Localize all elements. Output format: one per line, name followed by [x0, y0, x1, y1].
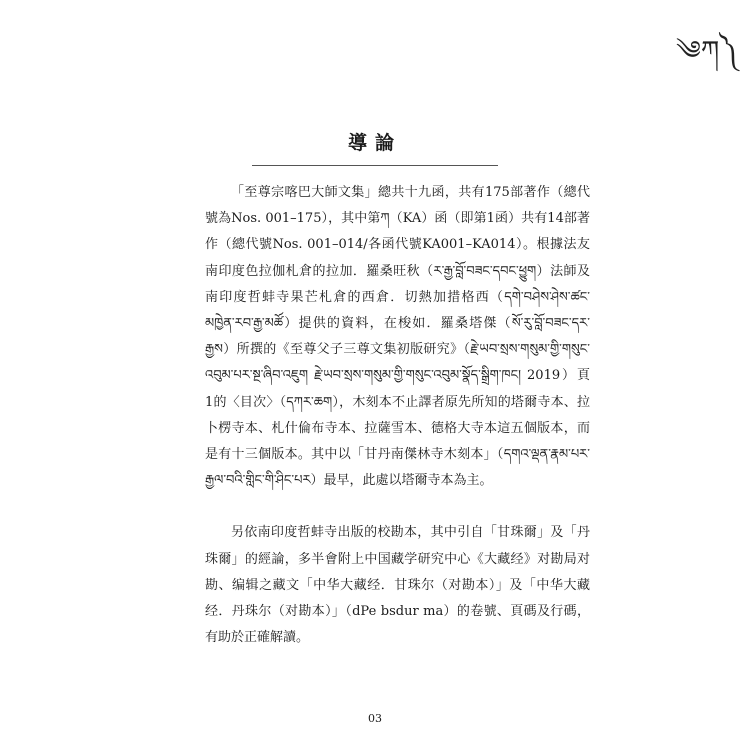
paragraph-1: 「至尊宗喀巴大師文集」總共十九函，共有175部著作（總代號為Nos. 001–175），其中第ཀ（KA）函（即第1函）共有14部著作（總代號Nos. 001–014/各函代號KA001–KA014）。根據法友南印度色拉伽札倉的拉加．羅桑旺秋（ར་རྒྱ་བློ་བཟང་དབང་ཕྱུག）法師及南印度哲蚌寺果芒札倉的西倉．切熱加措格西（དགེ་བཤེས་ཤེས་ཚང་མཁྱེན་རབ་རྒྱ་མཚོ）提供的資料，在梭如．羅桑塔傑（སོ་རུ་བློ་བཟང་དར་རྒྱས）所撰的《至尊父子三尊文集初版研究》（རྗེ་ཡབ་སྲས་གསུམ་གྱི་གསུང་འབུམ་པར་སྔ་ཞིབ་འཇུག རྗེ་ཡབ་སྲས་གསུམ་གྱི་གསུང་འབུམ་སྣོད་སྒྲིག་ཁང། 2019）頁1的〈目次〉（དཀར་ཆག），木刻本不止譯者原先所知的塔爾寺本、拉卜楞寺本、札什倫布寺本、拉薩雪本、德格大寺本這五個版本，而是有十三個版本。其中以「甘丹南傑林寺木刻本」（དགའ་ལྡན་རྣམ་པར་རྒྱལ་བའི་གླིང་གི་ཤིང་པར）最早，此處以塔爾寺本為主。	[205, 185, 590, 489]
page-title: 導論	[347, 132, 402, 154]
title-underline	[252, 165, 498, 166]
tibetan-section-mark: ༄ཀ༽	[676, 36, 738, 66]
page-number: 03	[368, 712, 382, 725]
body-text	[205, 180, 590, 651]
paragraph-2: 另依南印度哲蚌寺出版的校勘本，其中引自「甘珠爾」及「丹珠爾」的經論，多半會附上中国藏学研究中心《大藏经》对勘局对勘、编辑之藏文「中华大藏经．甘珠尔（对勘本）」及「中华大藏经．丹珠尔（对勘本）」（dPe bsdur ma）的卷號、頁碼及行碼，有助於正確解讀。	[205, 525, 590, 646]
